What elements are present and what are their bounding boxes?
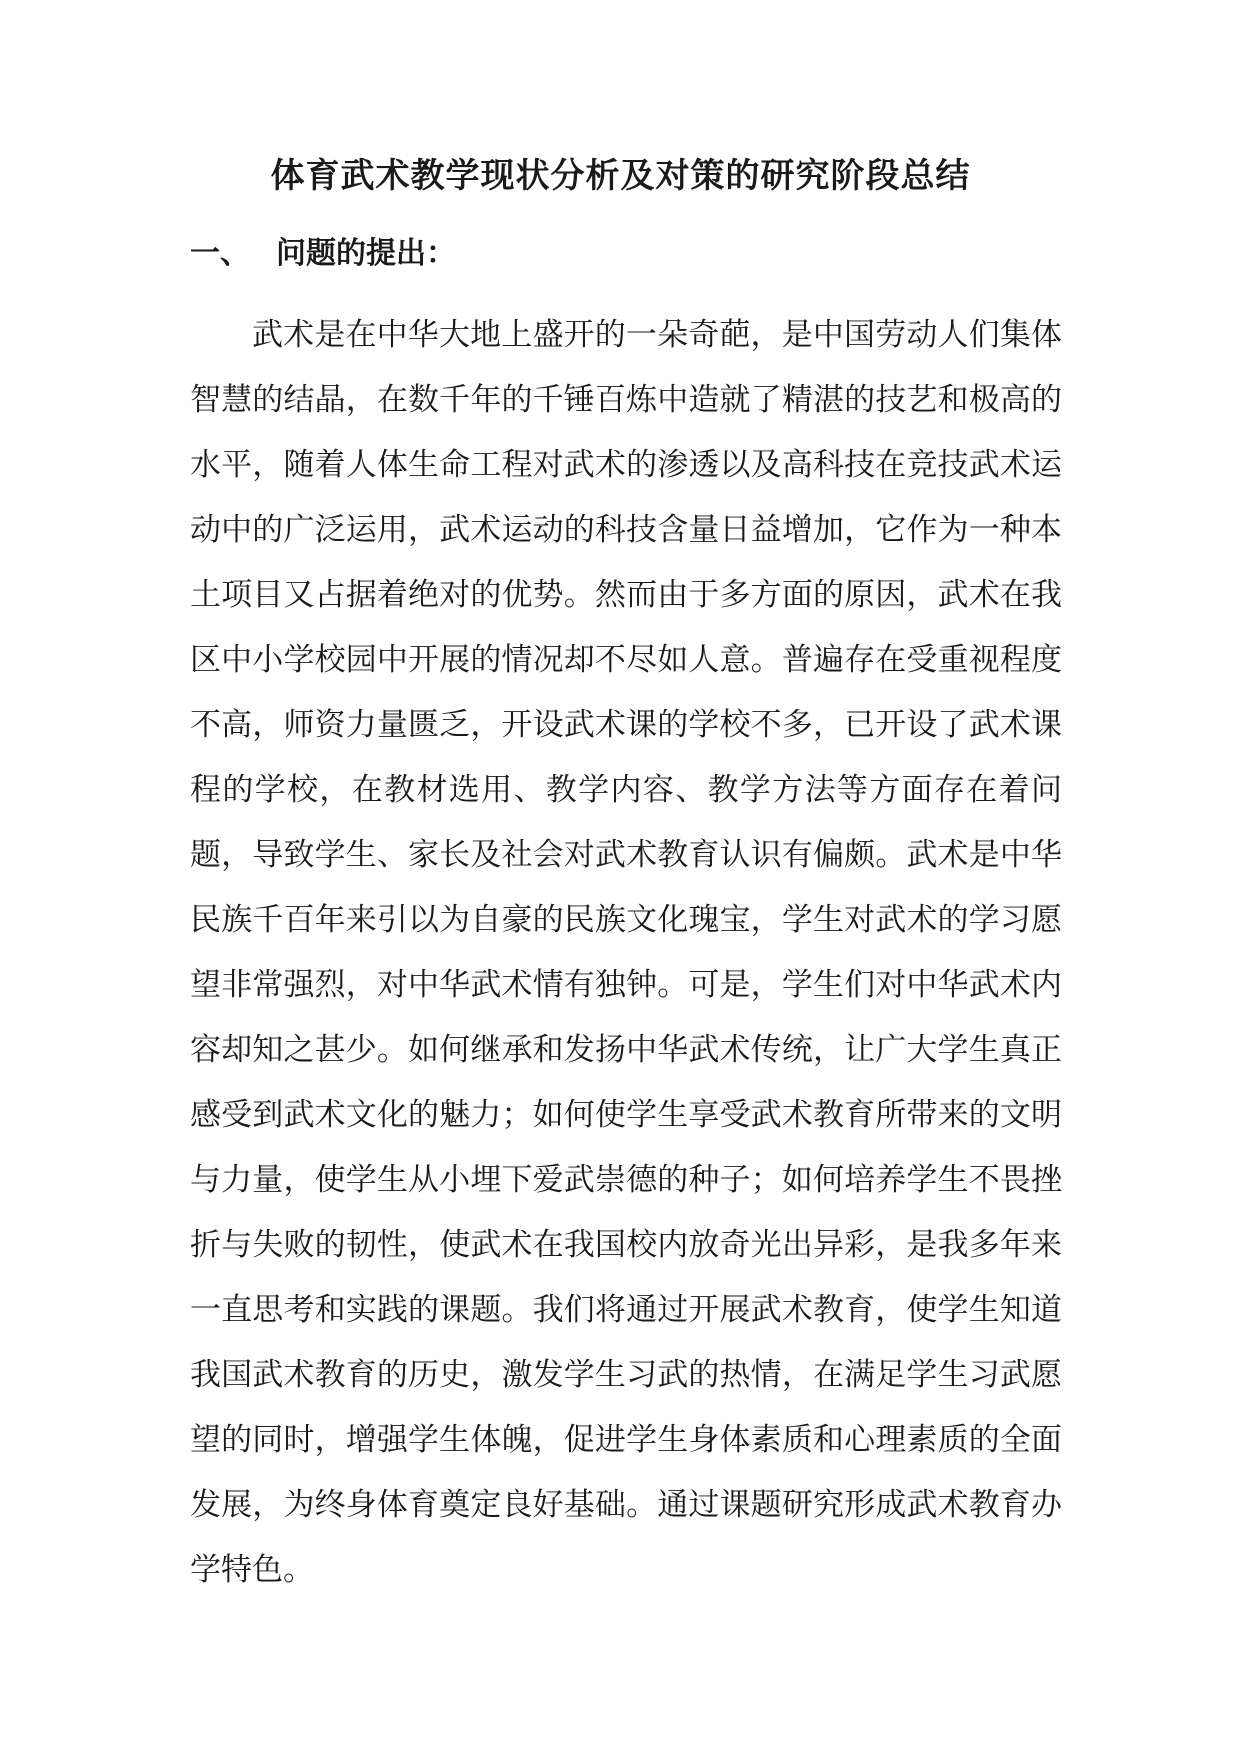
body-paragraph: 武术是在中华大地上盛开的一朵奇葩，是中国劳动人们集体智慧的结晶，在数千年的千锤百炼中造就了精湛的技艺和极高的水平，随着人体生命工程对武术的渗透以及高科技在竞技武术运动中的广泛运用，武术运动的科技含量日益增加，它作为一种本土项目又占据着绝对的优势。然而由于多方面的原因，武术在我区中小学校园中开展的情况却不尽如人意。普遍存在受重视程度不高，师资力量匮乏，开设武术课的学校不多，已开设了武术课程的学校，在教材选用、教学内容、教学方法等方面存在着问题，导致学生、家长及社会对武术教育认识有偏颇。武术是中华民族千百年来引以为自豪的民族文化瑰宝，学生对武术的学习愿望非常强烈，对中华武术情有独钟。可是，学生们对中华武术内容却知之甚少。如何继承和发扬中华武术传统，让广大学生真正感受到武术文化的魅力；如何使学生享受武术教育所带来的文明与力量，使学生从小埋下爱武崇德的种子；如何培养学生不畏挫折与失败的韧性，使武术在我国校内放奇光出异彩，是我多年来一直思考和实践的课题。我们将通过开展武术教育，使学生知道我国武术教育的历史，激发学生习武的热情，在满足学生习武愿望的同时，增强学生体魄，促进学生身体素质和心理素质的全面发展，为终身体育奠定良好基础。通过课题研究形成武术教育办学特色。 <box>190 317 1062 1588</box>
section-number: 一、 <box>190 236 250 271</box>
section-heading-text: 问题的提出： <box>276 236 456 271</box>
section-heading <box>190 228 456 280</box>
page-title: 体育武术教学现状分析及对策的研究阶段总结 <box>270 156 971 196</box>
